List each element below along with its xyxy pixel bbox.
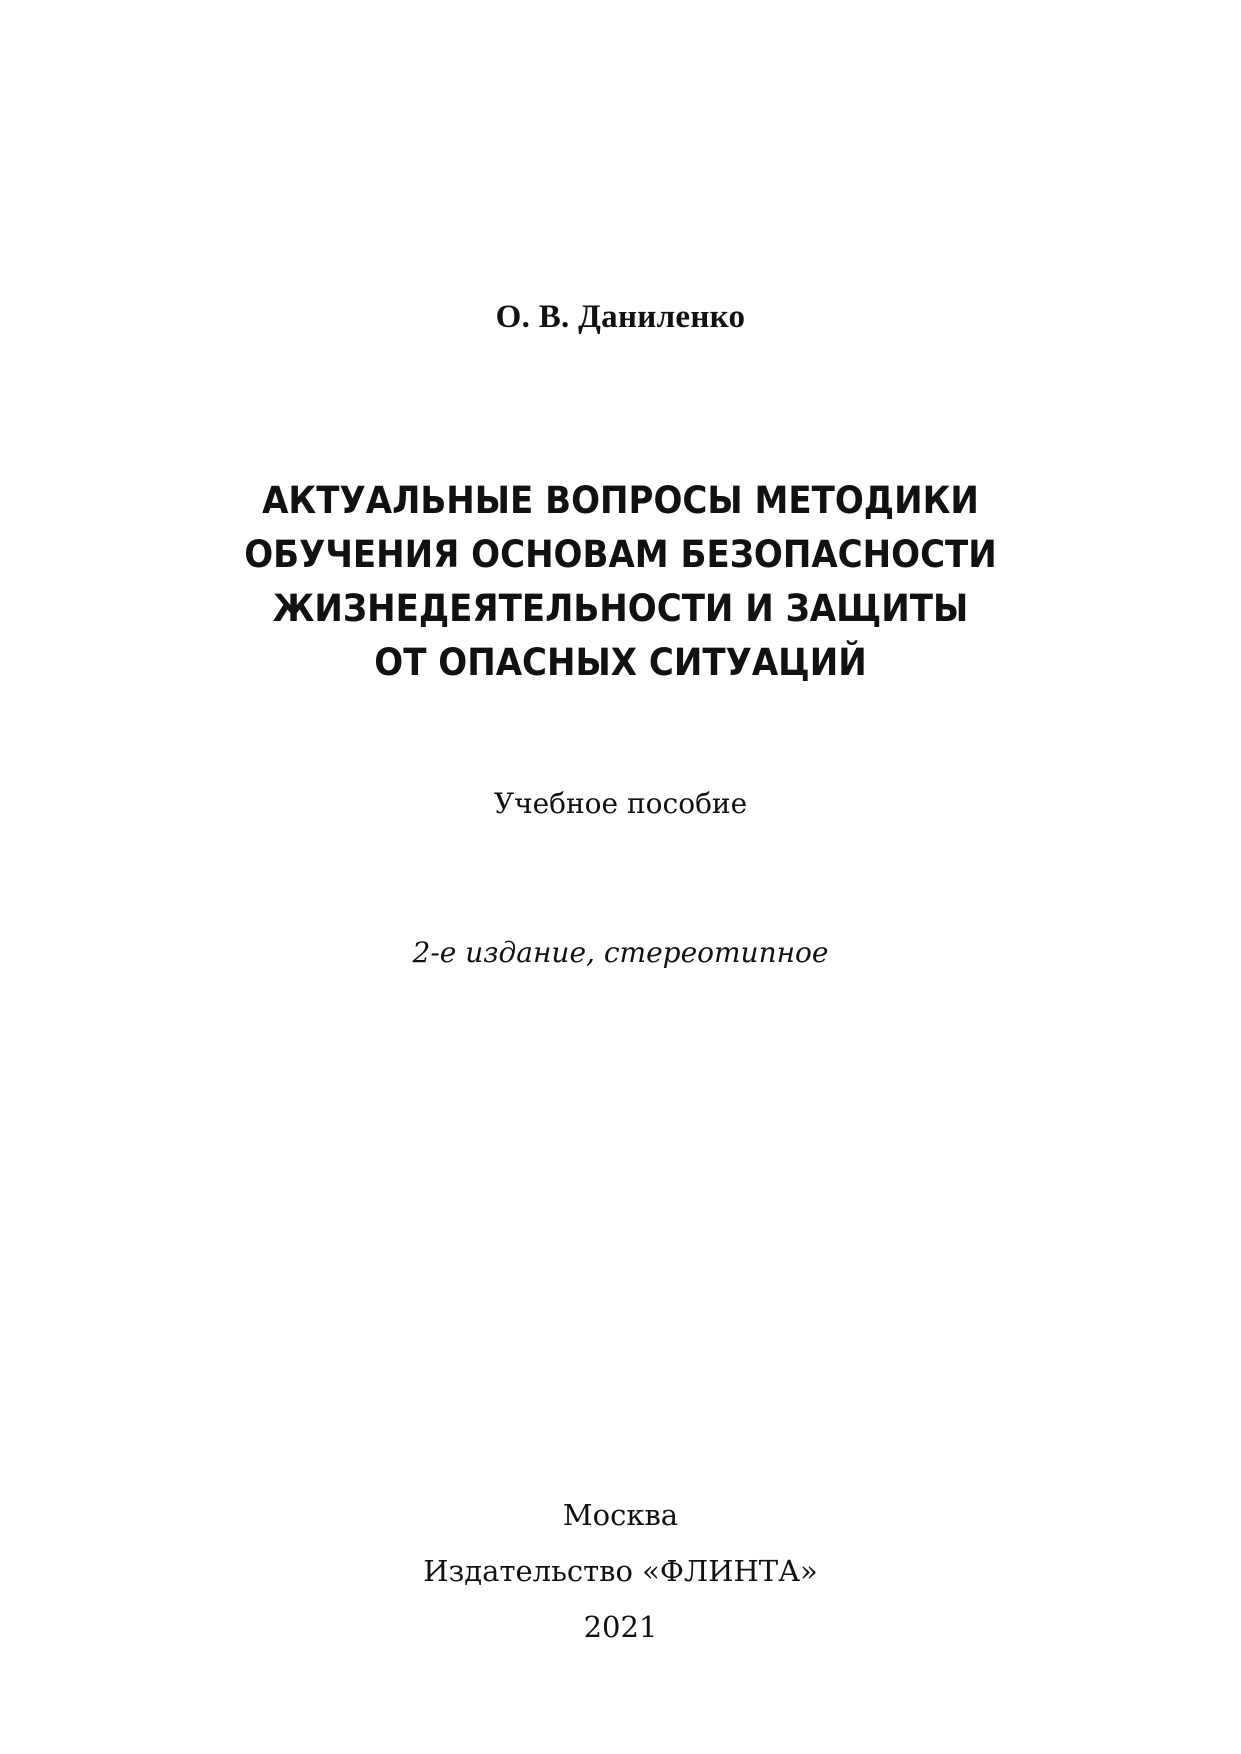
book-title-line-4: ОТ ОПАСНЫХ СИТУАЦИЙ: [374, 641, 867, 684]
imprint-year: 2021: [583, 1610, 658, 1644]
imprint-city: Москва: [562, 1498, 679, 1532]
imprint: [0, 1487, 1241, 1655]
author-name: О. В. Даниленко: [495, 299, 746, 335]
imprint-publisher: Издательство «ФЛИНТА»: [423, 1554, 818, 1588]
book-title-line-2: ОБУЧЕНИЯ ОСНОВАМ БЕЗОПАСНОСТИ: [244, 533, 997, 576]
book-title-line-1: АКТУАЛЬНЫЕ ВОПРОСЫ МЕТОДИКИ: [262, 479, 979, 522]
edition-note: 2-е издание, стереотипное: [412, 936, 829, 969]
book-title: [50, 474, 1192, 690]
book-genre: Учебное пособие: [493, 787, 748, 820]
book-title-line-3: ЖИЗНЕДЕЯТЕЛЬНОСТИ И ЗАЩИТЫ: [272, 587, 969, 630]
